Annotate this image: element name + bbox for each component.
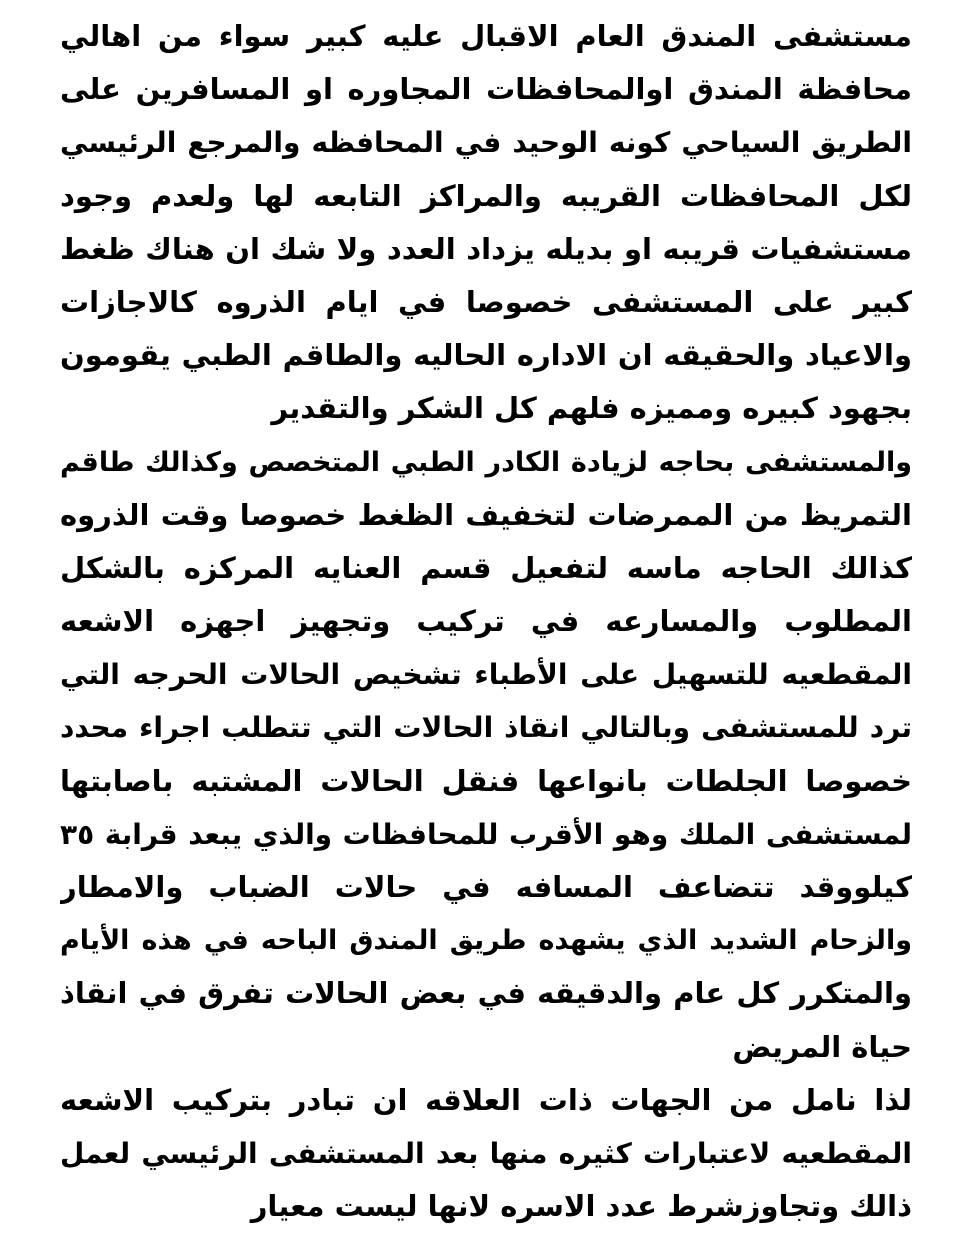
paragraph-1-line-6: كبير على المستشفى خصوصا في ايام الذروه كالاجازات: [60, 284, 912, 319]
paragraph-1-line-2: محافظة المندق اوالمحافظات المجاوره او المسافرين على: [60, 72, 912, 107]
paragraph-1-line-5: مستشفيات قريبه او بديله يزداد العدد ولا شك ان هناك ظغط: [60, 231, 912, 266]
paragraph-2-line-10: والزحام الشديد الذي يشهده طريق المندق الباحه في هذه الأيام: [60, 925, 912, 957]
paragraph-2-line-9: كيلووقد تتضاعف المسافه في حالات الضباب والامطار: [60, 870, 912, 904]
paragraph-1-line-4: لكل المحافظات القريبه والمراكز التابعه لها ولعدم وجود: [60, 178, 912, 213]
paragraph-1-line-1: مستشفى المندق العام الاقبال عليه كبير سواء من اهالي: [60, 19, 912, 53]
paragraph-1-line-7: والاعياد والحقيقه ان الاداره الحاليه والطاقم الطبي يقومون: [60, 338, 912, 373]
document-text-block: [60, 10, 912, 1224]
paragraph-1-line-8: بجهود كبيره ومميزه فلهم كل الشكر والتقدير: [271, 391, 912, 426]
paragraph-2-line-4: المطلوب والمسارعه في تركيب وتجهيز اجهزه الاشعه: [60, 604, 912, 639]
paragraph-2-line-11: والمتكرر كل عام والدقيقه في بعض الحالات تفرق في انقاذ: [60, 976, 912, 1011]
paragraph-2-line-1: والمستشفى بحاجه لزيادة الكادر الطبي المتخصص وكذالك طاقم: [60, 446, 912, 478]
paragraph-2-line-3: كذالك الحاجه ماسه لتفعيل قسم العنايه المركزه بالشكل: [60, 550, 912, 585]
paragraph-2-line-8: لمستشفى الملك وهو الأقرب للمحافظات والذي يبعد قرابة ٣٥: [60, 817, 912, 851]
paragraph-2-line-2: التمريظ من الممرضات لتخفيف الظغط خصوصا وقت الذروه: [60, 497, 912, 532]
paragraph-2-line-12: حياة المريض: [732, 1029, 912, 1064]
paragraph-2-line-5: المقطعيه للتسهيل على الأطباء تشخيص الحالات الحرجه التي: [60, 658, 912, 692]
paragraph-2-line-6: ترد للمستشفى وبالتالي انقاذ الحالات التي تتطلب اجراء محدد: [60, 711, 912, 745]
paragraph-1-line-3: الطريق السياحي كونه الوحيد في المحافظه والمرجع الرئيسي: [60, 126, 912, 160]
paragraph-3-line-1: لذا نامل من الجهات ذات العلاقه ان تبادر بتركيب الاشعه: [60, 1082, 912, 1117]
paragraph-3-line-3: ذالك وتجاوزشرط عدد الاسره لانها ليست معيار: [250, 1189, 912, 1224]
paragraph-2-line-7: خصوصا الجلطات بانواعها فنقل الحالات المشتبه باصابتها: [60, 763, 912, 798]
paragraph-3-line-2: المقطعيه لاعتبارات كثيره منها بعد المستشفى الرئيسي لعمل: [60, 1136, 912, 1170]
